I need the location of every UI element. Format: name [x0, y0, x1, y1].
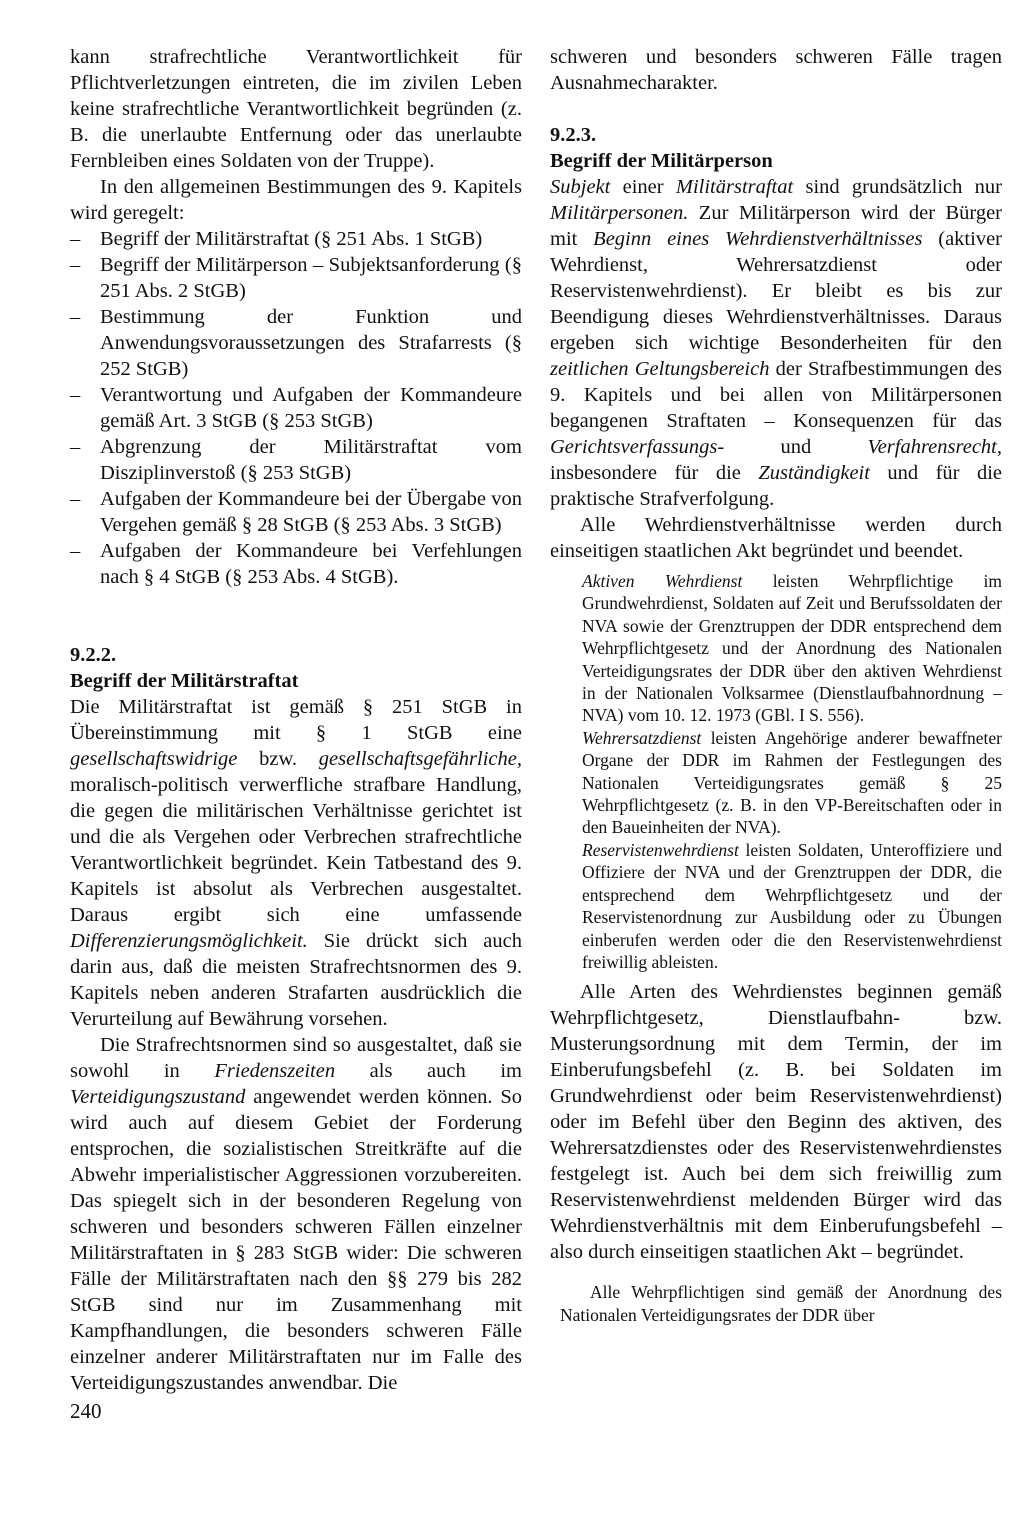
list-item: – Verantwortung und Aufgaben der Kommandeure gemäß Art. 3 StGB (§ 253 StGB) — [70, 382, 522, 434]
section-title: Begriff der Militärperson — [550, 150, 773, 172]
paragraph-subjekt: Subjekt einer Militärstraftat sind grundsätzlich nur Militärpersonen. Zur Militärperson wird der Bürger mit Beginn eines Wehrdienstverhältnisses (aktiver Wehrdienst, Wehrersatzdienst oder Reservistenwehrdienst). Er bleibt es bis zur Beendigung dieses Wehrdienstverhältnisses. Daraus ergeben sich wichtige Besonderheiten für den zeitlichen Geltungsbereich der Strafbestimmungen des 9. Kapitels und bei allen von Militärpersonen begangenen Straftaten – Konsequenzen für das Gerichtsverfassungs- und Verfahrensrecht, insbesondere für die Zuständigkeit und für die praktische Strafverfolgung. — [550, 176, 1002, 510]
list-item: – Bestimmung der Funktion und Anwendungsvoraussetzungen des Strafarrests (§ 252 StGB) — [70, 304, 522, 382]
small-print-block — [582, 570, 1002, 973]
right-column — [550, 44, 1002, 1326]
section-number: 9.2.3. — [550, 124, 597, 146]
note-reservistenwehrdienst: Reservistenwehrdienst leisten Soldaten, Unteroffiziere und Offiziere der NVA und der Grenztruppen der DDR, die entsprechend dem Wehrpflichtgesetz und der Reservistenordnung zur Ausbildung oder zu Übungen einberufen werden oder die den Reservistenwehrdienst freiwillig ableisten. — [582, 839, 1002, 972]
list-item: – Begriff der Militärperson – Subjektsanforderung (§ 251 Abs. 2 StGB) — [70, 252, 522, 304]
paragraph-arten-wehrdienst: Alle Arten des Wehrdienstes beginnen gemäß Wehrpflichtgesetz, Dienstlaufbahn- bzw. Musterungsordnung mit dem Termin, der im Einberufungsbefehl (z. B. bei Soldaten im Grundwehrdienst oder beim Reservistenwehrdienst) oder im Befehl über den Beginn des aktiven, des Wehrersatzdienstes oder des Reservistenwehrdienstes festgelegt ist. Auch bei dem sich freiwillig zum Reservistenwehrdienst meldenden Bürger wird das Wehrdienstverhältnis mit dem Einberufungsbefehl – also durch einseitigen staatlichen Akt – begründet. — [550, 981, 1002, 1264]
paragraph-continuation: kann strafrechtliche Verantwortlichkeit für Pflichtverletzungen eintreten, die im zivilen Leben keine strafrechtliche Verantwortlichkeit begründen (z. B. die unerlaubte Entfernung oder das unerlaubte Fernbleiben eines Soldaten von der Truppe). — [70, 46, 522, 172]
left-column — [70, 44, 522, 1396]
list-item: – Aufgaben der Kommandeure bei der Übergabe von Vergehen gemäß § 28 StGB (§ 253 Abs. 3 StGB) — [70, 486, 522, 538]
paragraph-wehrdienstverhaeltnisse: Alle Wehrdienstverhältnisse werden durch einseitigen staatlichen Akt begründet und beendet. — [550, 514, 1002, 562]
note-aktiver-wehrdienst: Aktiven Wehrdienst leisten Wehrpflichtige im Grundwehrdienst, Soldaten auf Zeit und Berufssoldaten der NVA sowie der Grenztruppen der DDR entsprechend dem Wehrpflichtgesetz und der Anordnung des Nationalen Verteidigungsrates der DDR über den aktiven Wehrdienst in der Nationalen Volksarmee (Dienstlaufbahnordnung – NVA) vom 10. 12. 1973 (GBl. I S. 556). — [582, 571, 1002, 726]
section-number: 9.2.2. — [70, 644, 117, 666]
section-title: Begriff der Militärstraftat — [70, 670, 299, 692]
list-item: – Aufgaben der Kommandeure bei Verfehlungen nach § 4 StGB (§ 253 Abs. 4 StGB). — [70, 538, 522, 590]
paragraph-strafrechtsnormen: Die Strafrechtsnormen sind so ausgestaltet, daß sie sowohl in Friedenszeiten als auch im Verteidigungszustand angewendet werden können. So wird auch auf diesem Gebiet der Forderung entsprochen, die sozialistischen Streitkräfte auf die Abwehr imperialistischer Aggressionen vorzubereiten. Das spiegelt sich in der besonderen Regelung von schweren und besonders schweren Fällen einzelner Militärstraftaten in § 283 StGB wider: Die schweren Fälle der Militärstraftaten nach den §§ 279 bis 282 StGB sind nur im Zusammenhang mit Kampfhandlungen, die besonders schweren Fälle einzelner anderer Militärstraftaten nur im Falle des Verteidigungszustandes anwendbar. Die — [70, 1034, 522, 1394]
list-item: – Begriff der Militärstraftat (§ 251 Abs. 1 StGB) — [70, 226, 522, 252]
provisions-list — [70, 226, 522, 590]
paragraph-continuation: schweren und besonders schweren Fälle tragen Ausnahmecharakter. — [550, 46, 1002, 94]
paragraph-militaerstraftat: Die Militärstraftat ist gemäß § 251 StGB in Übereinstimmung mit § 1 StGB eine gesellschaftswidrige bzw. gesellschaftsgefährliche, moralisch-politisch verwerfliche strafbare Handlung, die gegen die militärischen Verhältnisse gerichtet ist und die als Vergehen oder Verbrechen strafrechtliche Verantwortlichkeit begründet. Kein Tatbestand des 9. Kapitels ist absolut als Verbrechen ausgestaltet. Daraus ergibt sich eine umfassende Differenzierungsmöglichkeit. Sie drückt sich auch darin aus, daß die meisten Strafrechtsnormen des 9. Kapitels neben anderen Strafarten ausdrücklich die Verurteilung auf Bewährung vorsehen. — [70, 696, 522, 1030]
note-wehrpflichtige: Alle Wehrpflichtigen sind gemäß der Anordnung des Nationalen Verteidigungsrates der DDR über — [560, 1282, 1002, 1325]
list-item: – Abgrenzung der Militärstraftat vom Disziplinverstoß (§ 253 StGB) — [70, 434, 522, 486]
paragraph-intro-list: In den allgemeinen Bestimmungen des 9. Kapitels wird geregelt: — [70, 176, 522, 224]
small-print-block — [560, 1281, 1002, 1326]
page-number: 240 — [70, 1399, 102, 1423]
note-wehrersatzdienst: Wehrersatzdienst leisten Angehörige anderer bewaffneter Organe der DDR im Rahmen der Festlegungen des Nationalen Verteidigungsrates gemäß § 25 Wehrpflichtgesetz (z. B. in den VP-Bereitschaften oder in den Baueinheiten der NVA). — [582, 727, 1002, 838]
